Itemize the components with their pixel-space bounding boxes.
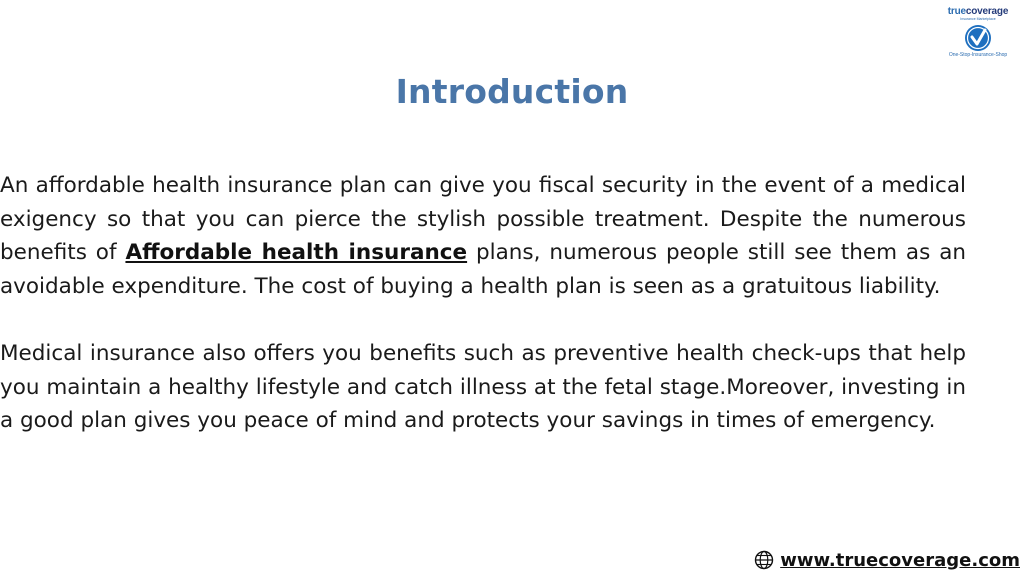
logo-tagline: Insurance Marketplace xyxy=(960,17,996,21)
page-title: Introduction xyxy=(395,72,629,111)
logo-wordmark: truecoverage xyxy=(947,6,1009,17)
affordable-health-insurance-link[interactable]: Affordable health insurance xyxy=(125,240,468,265)
checkmark-badge-icon xyxy=(964,24,992,52)
intro-paragraph-1 xyxy=(0,169,966,303)
paragraph-text: plans, numerous people still see them as an avoidable expenditure. The cost of buying a health plan is seen as a gratuitous liability. xyxy=(0,240,967,299)
website-link[interactable]: www.truecoverage.com xyxy=(780,549,1020,571)
globe-icon xyxy=(754,550,774,570)
footer-website[interactable] xyxy=(754,548,1020,572)
brand-logo[interactable] xyxy=(938,6,1018,62)
logo-slogan: One-Stop-Insurance-Shop xyxy=(948,52,1008,58)
intro-paragraph-2: Medical insurance also offers you benefits such as preventive health check-ups that help you maintain a healthy lifestyle and catch illness at the fetal stage.Moreover, investing in a good plan gives you peace of mind and protects your savings in times of emergency. xyxy=(0,341,966,433)
paragraph-text: An affordable health insurance plan can give you fiscal security in the event of a medical exigency so that you can pierce the stylish possible treatment. Despite the numerous benefits of xyxy=(0,173,966,265)
